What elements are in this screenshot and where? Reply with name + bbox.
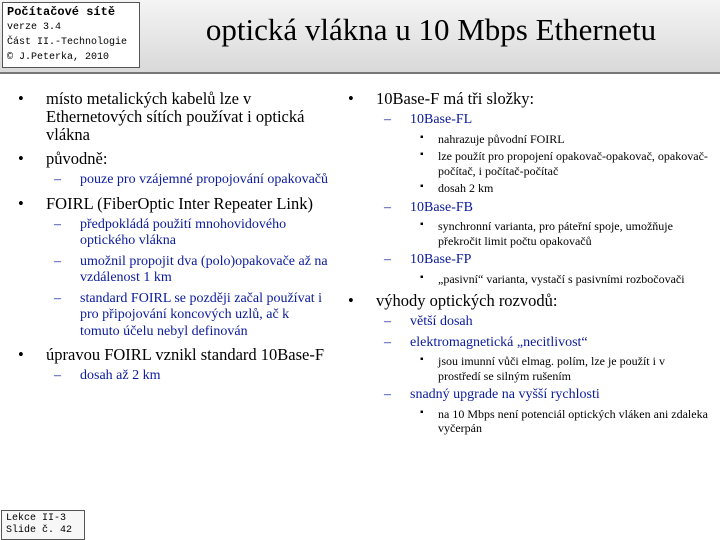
sub-bullet-item [376,200,710,249]
dash-icon: – [54,253,61,269]
bullet-icon: • [348,291,354,310]
header-bar [0,0,720,74]
square-bullet-icon: ▪ [420,219,424,230]
sub-bullet-item [376,335,710,384]
sub-bullet-item [46,217,330,250]
sub-bullet-text: 10Base-FB [410,199,473,215]
square-bullet-icon: ▪ [420,406,424,418]
detail-item [410,149,710,178]
left-bullet-list [10,90,330,385]
bullet-text: výhody optických rozvodů: [376,291,558,310]
sub-bullet-item [376,252,710,286]
detail-list [410,132,710,196]
square-bullet-icon: ▪ [420,354,424,365]
detail-text: na 10 Mbps není potenciál optických vláken ani zdaleka vyčerpán [438,406,708,435]
square-bullet-icon: ▪ [420,131,424,143]
sub-bullet-item [376,112,710,196]
bullet-icon: • [18,89,24,108]
course-version: verze 3.4 [7,22,62,33]
lecture-label: Lekce II-3 [6,513,67,524]
detail-list [410,272,710,287]
detail-text: jsou imunní vůči elmag. polím, lze je použít i v prostředí se silným rušením [438,354,665,383]
square-bullet-icon: ▪ [420,271,424,283]
bullet-text: místo metalických kabelů lze v Ethernetových sítích používat i optická vlákna [46,89,305,144]
detail-text: „pasivní“ varianta, vystačí s pasivními rozbočovači [438,271,685,286]
slide-footer [1,510,85,540]
dash-icon: – [384,387,391,402]
square-bullet-icon: ▪ [420,149,424,160]
slide-title: optická vlákna u 10 Mbps Ethernetu [205,12,657,47]
detail-text: synchronní varianta, pro páteřní spoje, umožňuje překročit limit počtu opakovačů [438,219,673,248]
detail-item [410,181,710,196]
sub-bullet-text: snadný upgrade na vyšší rychlosti [410,387,600,402]
sub-bullet-list [376,112,710,286]
detail-item [410,132,710,147]
sub-bullet-text: pouze pro vzájemné propojování opakovačů [80,172,329,187]
sub-bullet-item [46,291,330,341]
dash-icon: – [384,112,391,127]
detail-item [410,354,710,383]
detail-list [410,354,710,383]
detail-text: lze použít pro propojení opakovač-opakovač, opakovač-počítač, i počítač-počítač [438,149,708,178]
sub-bullet-text: 10Base-FL [410,112,473,127]
sub-bullet-item [376,314,710,331]
sub-bullet-list [376,314,710,436]
sub-bullet-text: elektromagnetická „necitlivost“ [410,334,588,350]
bullet-icon: • [348,89,354,108]
course-author: © J.Peterka, 2010 [7,52,110,63]
dash-icon: – [54,172,61,187]
detail-text: dosah 2 km [438,181,494,195]
bullet-text: úpravou FOIRL vznikl standard 10Base-F [46,345,325,364]
detail-list [410,407,710,436]
bullet-icon: • [18,193,24,213]
sub-bullet-list [46,217,330,341]
sub-bullet-list [46,368,330,385]
sub-bullet-text: umožnil propojit dva (polo)opakovače až na vzdálenost 1 km [80,253,328,285]
dash-icon: – [384,334,391,350]
bullet-icon: • [18,149,24,168]
course-info-box [2,2,140,68]
sub-bullet-item [46,172,330,189]
sub-bullet-text: předpokládá použití mnohovidového optického vlákna [80,216,287,248]
detail-text: nahrazuje původní FOIRL [438,131,565,146]
dash-icon: – [384,199,391,215]
bullet-text: FOIRL (FiberOptic Inter Repeater Link) [46,193,313,213]
course-part: Část II.-Technologie [7,37,128,48]
bullet-item [340,90,710,286]
detail-item [410,272,710,287]
left-column [10,90,330,391]
square-bullet-icon: ▪ [420,181,424,192]
right-bullet-list [340,90,710,436]
sub-bullet-text: standard FOIRL se později začal používat i pro připojování koncových uzlů, ač k tomuto účelu nebyl definován [80,290,323,339]
bullet-text: původně: [46,149,108,168]
sub-bullet-item [376,387,710,436]
dash-icon: – [54,368,61,383]
course-name: Počítačové sítě [7,5,116,19]
right-column [340,90,710,442]
detail-item [410,219,710,248]
slide-number: Slide č. 42 [6,525,73,536]
detail-list [410,219,710,248]
sub-bullet-item [46,368,330,385]
bullet-item [10,150,330,189]
dash-icon: – [54,290,61,306]
bullet-item [340,292,710,436]
bullet-item [10,90,330,144]
dash-icon: – [384,314,391,329]
detail-item [410,407,710,436]
sub-bullet-text: dosah až 2 km [80,368,161,383]
sub-bullet-item [46,254,330,287]
dash-icon: – [54,216,61,232]
sub-bullet-text: větší dosah [410,314,473,329]
dash-icon: – [384,252,391,267]
sub-bullet-text: 10Base-FP [410,252,472,267]
bullet-icon: • [18,345,24,364]
bullet-text: 10Base-F má tři složky: [376,89,535,108]
sub-bullet-list [46,172,330,189]
bullet-item [10,346,330,385]
bullet-item [10,195,330,341]
